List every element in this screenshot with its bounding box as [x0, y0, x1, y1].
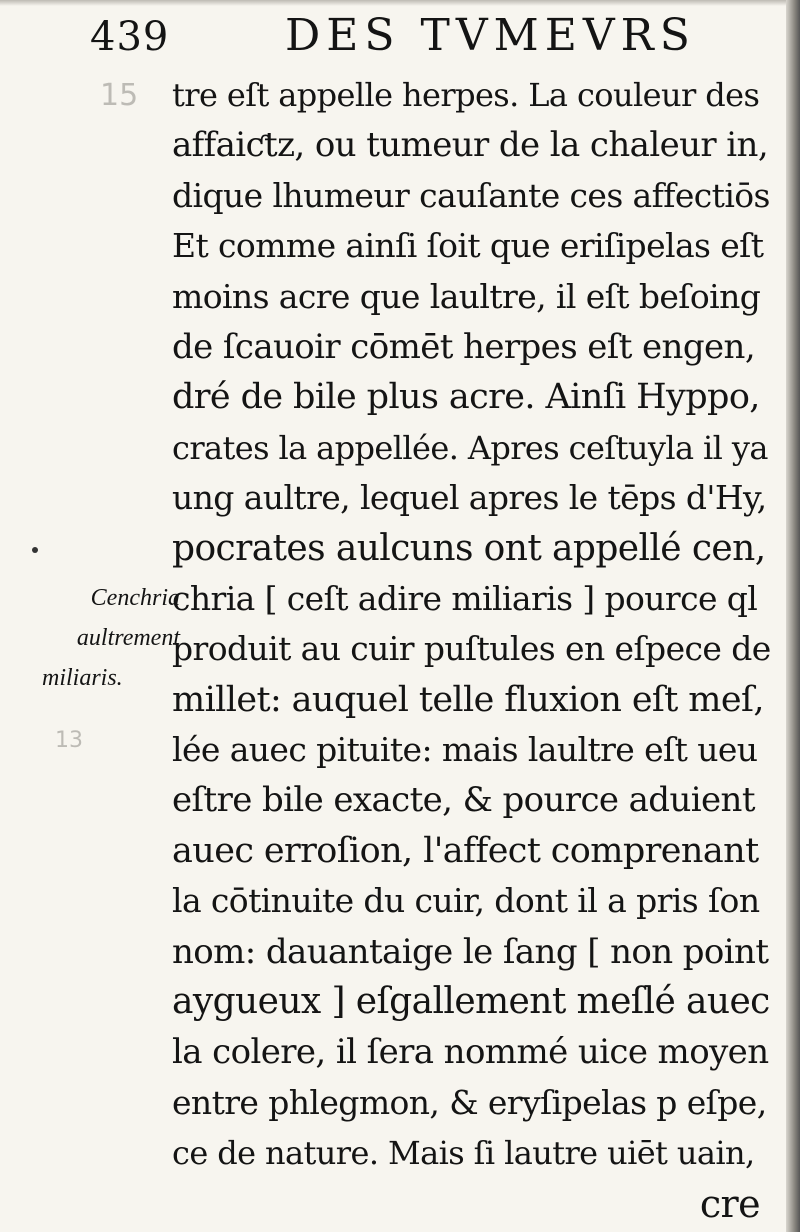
marginal-note-line: aultrement: [76, 625, 180, 651]
marginal-note: [40, 578, 180, 698]
text-line: produit au cuir puſtules en eſpece de: [172, 629, 771, 669]
text-line: ce de nature. Mais ſi lautre uiēt uain,: [172, 1134, 755, 1173]
text-line: entre phlegmon, & eryſipelas p eſpe,: [172, 1082, 767, 1122]
page-number: 439: [90, 14, 170, 60]
text-line: dique lhumeur cauſante ces affectiōs: [172, 175, 770, 215]
running-head: DES TVMEVRS: [285, 10, 696, 61]
page-gutter-edge: [786, 0, 800, 1232]
text-line: millet: auquel telle fluxion eſt meſ,: [172, 679, 764, 720]
text-line: moins acre que laultre, il eſt beſoing: [172, 276, 761, 316]
marginal-note-line: Cenchria: [90, 585, 180, 611]
text-line: pocrates aulcuns ont appellé cen,: [172, 527, 766, 569]
text-line: lée auec pituite: mais laultre eſt ueu: [172, 730, 758, 770]
text-line: dré de bile plus acre. Ainſi Hyppo,: [172, 377, 760, 418]
pencil-mark: 15: [100, 78, 139, 113]
margin-dot: [32, 547, 38, 553]
text-line: auec erroſion, l'affect comprenant: [172, 830, 759, 871]
text-line: crates la appellée. Apres ceſtuyla il ya: [172, 428, 768, 467]
text-line: de ſcauoir cōmēt herpes eſt engen,: [172, 326, 756, 367]
body-text: [172, 70, 772, 1229]
text-line: affaiƈtz, ou tumeur de la chaleur in,: [172, 125, 769, 166]
top-shadow: [0, 0, 800, 6]
text-line: chria [ ceſt adire miliaris ] pource ql: [172, 578, 758, 618]
text-line: la colere, il ſera nommé uice moyen: [172, 1032, 769, 1073]
text-line: la cōtinuite du cuir, dont il a pris ſon: [172, 881, 760, 921]
text-line: ung aultre, lequel apres le tēps d'Hy,: [172, 478, 767, 518]
marginal-note-line: miliaris.: [42, 665, 123, 691]
text-line: eſtre bile exacte, & pource aduient: [172, 780, 755, 821]
pencil-mark: 13: [55, 728, 83, 753]
text-line: nom: dauantaige le ſang [ non point: [172, 931, 769, 972]
text-line: aygueux ] eſgallement meſlé auec: [172, 981, 770, 1023]
text-line: Et comme ainſi ſoit que eriſipelas eſt: [172, 226, 764, 266]
catchword: cre: [699, 1181, 760, 1226]
text-line: tre eſt appelle herpes. La couleur des: [172, 76, 760, 114]
